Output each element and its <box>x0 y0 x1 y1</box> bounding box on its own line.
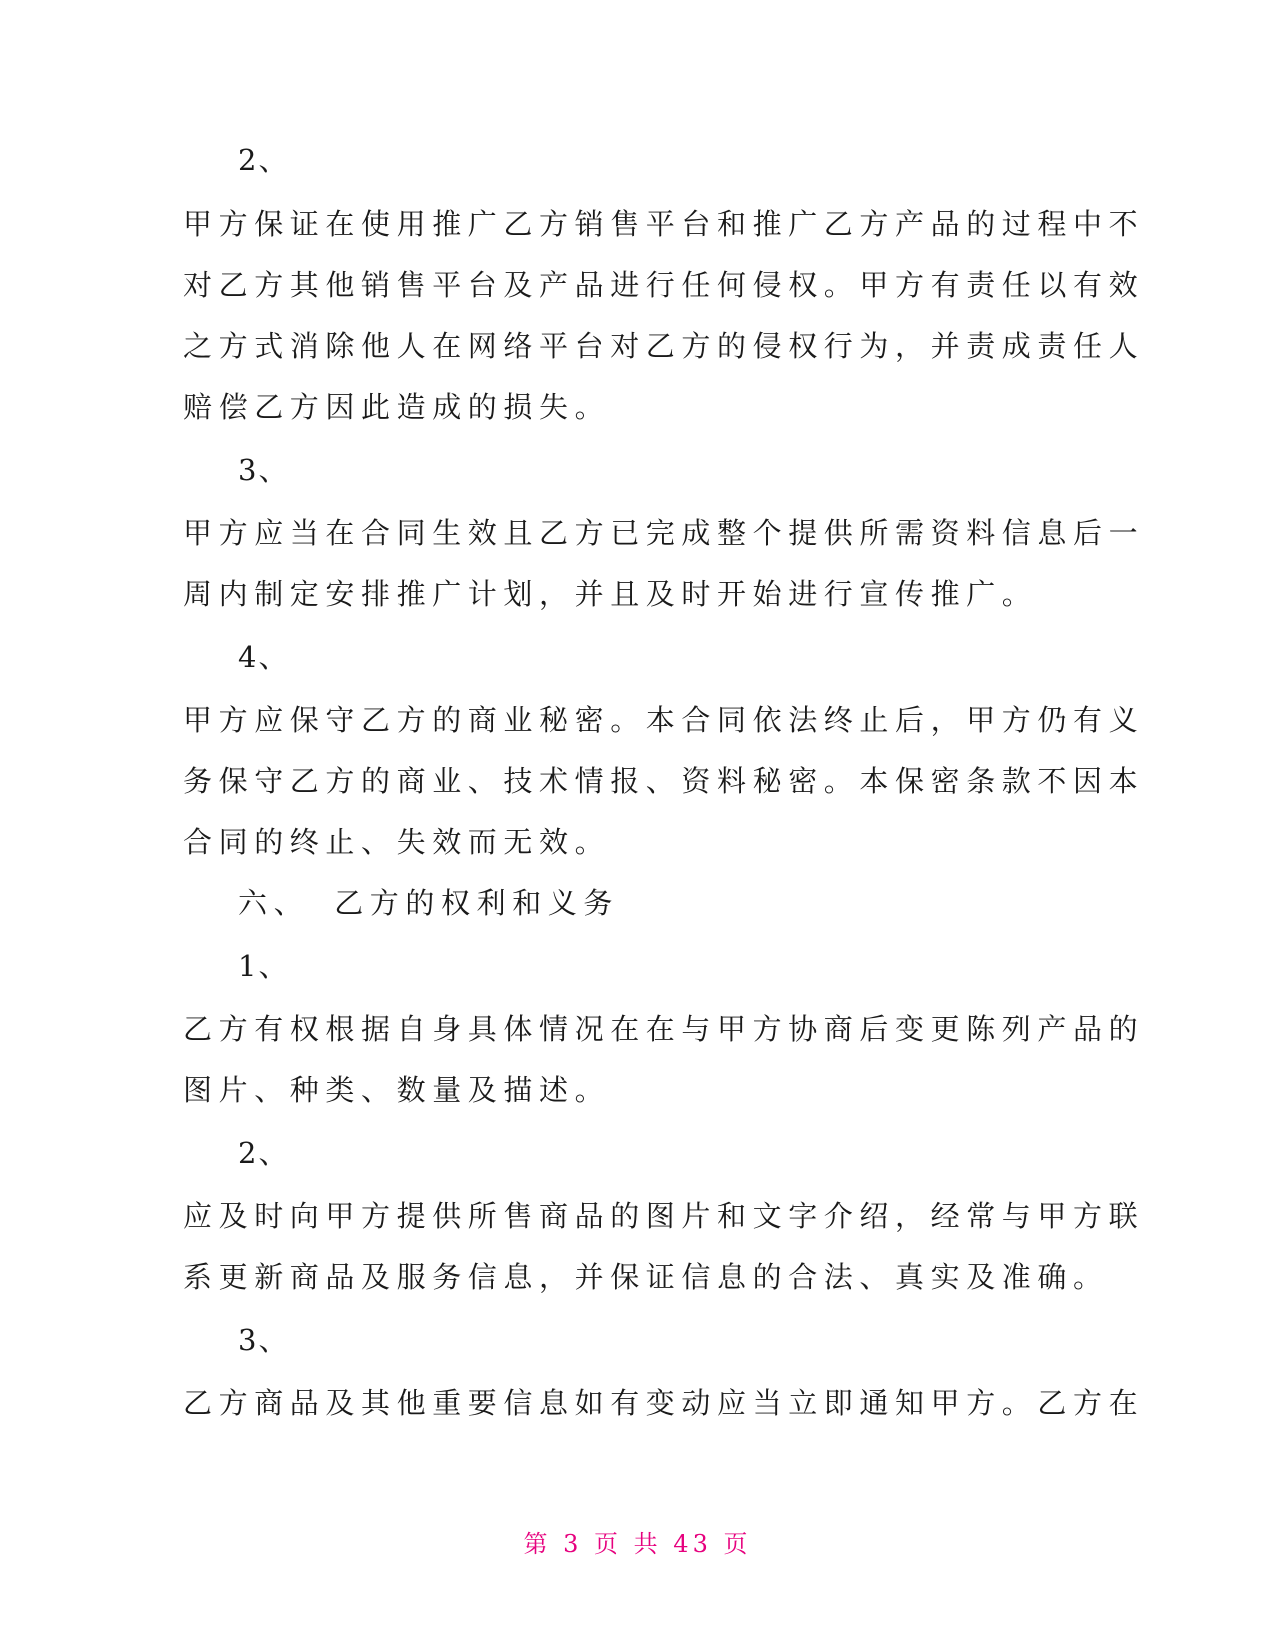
item-number: 2、 <box>238 1136 290 1170</box>
paragraph-line: 周内制定安排推广计划，并且及时开始进行宣传推广。 <box>183 577 1038 611</box>
paragraph-line: 乙方商品及其他重要信息如有变动应当立即通知甲方。乙方在 <box>183 1386 1145 1420</box>
item-number: 3、 <box>238 453 290 487</box>
item-number: 3、 <box>238 1323 290 1357</box>
paragraph-line: 务保守乙方的商业、技术情报、资料秘密。本保密条款不因本 <box>183 764 1145 798</box>
paragraph-line: 合同的终止、失效而无效。 <box>183 825 611 859</box>
paragraph-line: 应及时向甲方提供所售商品的图片和文字介绍，经常与甲方联 <box>183 1199 1145 1233</box>
paragraph-line: 甲方应保守乙方的商业秘密。本合同依法终止后，甲方仍有义 <box>183 703 1145 737</box>
section-heading <box>183 888 619 919</box>
item-number: 4、 <box>238 640 290 674</box>
paragraph-line: 之方式消除他人在网络平台对乙方的侵权行为，并责成责任人 <box>183 329 1145 363</box>
paragraph-line: 图片、种类、数量及描述。 <box>183 1073 611 1107</box>
item-number: 1、 <box>238 949 290 983</box>
paragraph-line: 甲方应当在合同生效且乙方已完成整个提供所需资料信息后一 <box>183 516 1145 550</box>
paragraph-line: 甲方保证在使用推广乙方销售平台和推广乙方产品的过程中不 <box>183 207 1145 241</box>
paragraph-line: 系更新商品及服务信息，并保证信息的合法、真实及准确。 <box>183 1260 1109 1294</box>
section-title: 乙方的权利和义务 <box>334 886 620 920</box>
paragraph-line: 乙方有权根据自身具体情况在在与甲方协商后变更陈列产品的 <box>183 1012 1145 1046</box>
page-footer: 第 3 页 共 43 页 <box>523 1530 752 1558</box>
item-number: 2、 <box>238 143 290 177</box>
paragraph-line: 对乙方其他销售平台及产品进行任何侵权。甲方有责任以有效 <box>183 268 1145 302</box>
paragraph-line: 赔偿乙方因此造成的损失。 <box>183 390 611 424</box>
section-number: 六、 <box>238 886 310 920</box>
